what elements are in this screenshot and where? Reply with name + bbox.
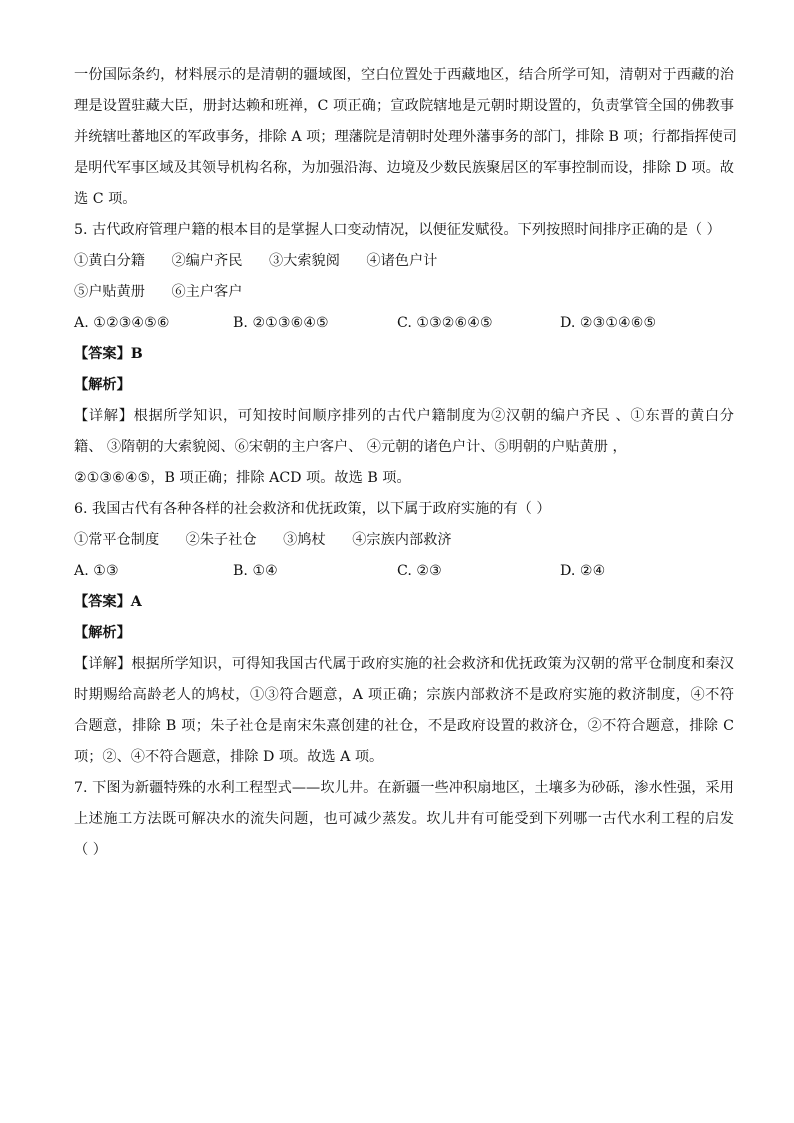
detail-line: 籍、 ③隋朝的大索貌阅、⑥宋朝的主户客户、 ④元朝的诸色户计、⑤明朝的户贴黄册 ，: [74, 439, 627, 455]
detail-line: 【详解】根据所学知识，可知按时间顺序排列的古代户籍制度为②汉朝的编户齐民 、①东晋的黄白分: [74, 408, 734, 424]
answer-label: 【答案】A: [74, 594, 142, 610]
text-line: 并统辖吐蕃地区的军政事务，排除 A 项；理藩院是清朝时处理外藩事务的部门，排除 B 项；行都指挥使司: [74, 129, 737, 145]
option-a: A. ①②③④⑤⑥: [74, 315, 170, 331]
item: ②朱子社仓: [185, 532, 257, 548]
question-items: [74, 246, 734, 277]
item: ⑤户贴黄册: [74, 284, 145, 300]
question-6: [74, 494, 734, 773]
answer-label: 【答案】B: [74, 346, 143, 362]
item: ②编户齐民: [171, 253, 243, 269]
item: ①常平仓制度: [74, 532, 160, 548]
question-items: [74, 277, 734, 308]
option-b: B. ②①③⑥④⑤: [233, 315, 329, 331]
option-d: D. ②③①④⑥⑤: [560, 315, 657, 331]
analysis-label: 【解析】: [74, 377, 131, 393]
previous-explanation: [74, 60, 737, 215]
option-a: A. ①③: [74, 563, 119, 579]
question-stem: 6. 我国古代有各种各样的社会救济和优抚政策，以下属于政府实施的有（ ）: [74, 501, 551, 517]
text-line: 一份国际条约，材料展示的是清朝的疆域图，空白位置处于西藏地区，结合所学可知，清朝对于西藏的治: [74, 67, 734, 83]
text-line: 理是设置驻藏大臣，册封达赖和班禅，C 项正确；宣政院辖地是元朝时期设置的，负责掌管全国的佛教事: [74, 98, 734, 114]
detail-line: 时期赐给高龄老人的鸠杖，①③符合题意，A 项正确；宗族内部救济不是政府实施的救济制度，④不符: [74, 687, 734, 703]
question-7: [74, 773, 734, 866]
question-stem: 5. 古代政府管理户籍的根本目的是掌握人口变动情况，以便征发赋役。下列按照时间排序正确的是（ ）: [74, 222, 721, 238]
detail-line: 项；②、④不符合题意，排除 D 项。故选 A 项。: [74, 749, 384, 765]
option-c: C. ②③: [397, 563, 442, 579]
item: ④诸色户计: [366, 253, 438, 269]
answer-options: [74, 556, 734, 587]
option-d: D. ②④: [560, 563, 606, 579]
question-items: [74, 525, 734, 556]
text-line: 是明代军事区域及其领导机构名称，为加强沿海、边境及少数民族聚居区的军事控制而设，排除 D 项。故: [74, 160, 734, 176]
text-line: 选 C 项。: [74, 191, 137, 207]
question-stem: （ ）: [74, 842, 107, 858]
detail-line: 合题意，排除 B 项；朱子社仓是南宋朱熹创建的社仓，不是政府设置的救济仓，②不符合题意，排除 C: [74, 718, 734, 734]
option-b: B. ①④: [233, 563, 278, 579]
answer-options: [74, 308, 734, 339]
item: ④宗族内部救济: [352, 532, 452, 548]
detail-line: ②①③⑥④⑤，B 项正确；排除 ACD 项。故选 B 项。: [74, 470, 411, 486]
item: ③鸠杖: [283, 532, 326, 548]
question-stem: 7. 下图为新疆特殊的水利工程型式——坎儿井。在新疆一些冲积扇地区，土壤多为砂砾，渗水性强，采用: [74, 780, 734, 796]
detail-line: 【详解】根据所学知识，可得知我国古代属于政府实施的社会救济和优抚政策为汉朝的常平仓制度和秦汉: [74, 656, 734, 672]
option-c: C. ①③②⑥④⑤: [397, 315, 493, 331]
document-page: [74, 60, 737, 866]
analysis-label: 【解析】: [74, 625, 131, 641]
item: ⑥主户客户: [171, 284, 243, 300]
question-5: [74, 215, 734, 494]
question-stem: 上述施工方法既可解决水的流失问题，也可减少蒸发。坎儿井有可能受到下列哪一古代水利工程的启发: [74, 811, 734, 827]
item: ①黄白分籍: [74, 253, 145, 269]
item: ③大索貌阅: [268, 253, 340, 269]
